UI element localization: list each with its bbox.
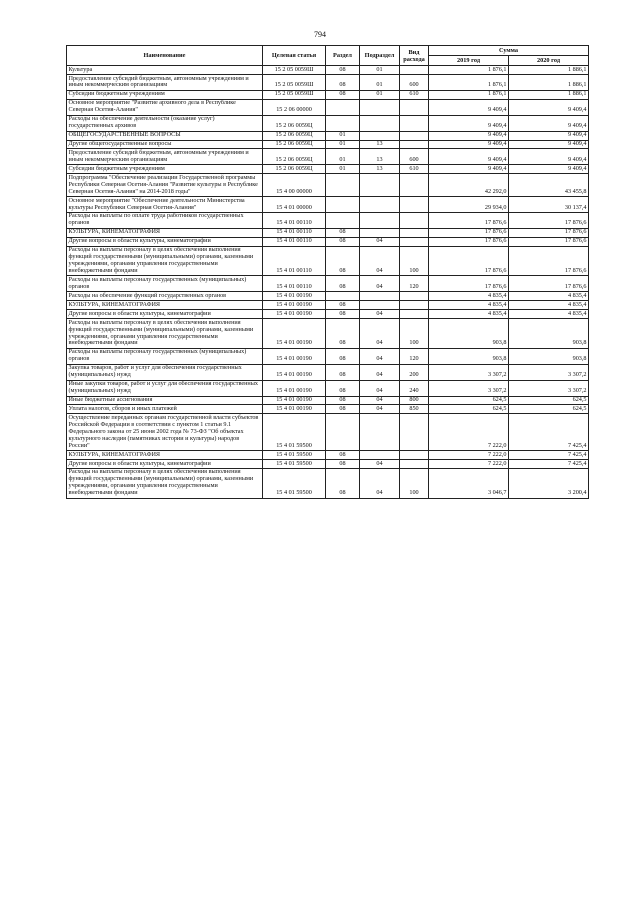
row-section: 08 bbox=[326, 396, 360, 405]
row-amount-2020: 9 409,4 bbox=[509, 131, 589, 140]
table-body bbox=[67, 66, 589, 499]
header-row bbox=[67, 46, 589, 56]
row-target-article: 15 4 00 00000 bbox=[263, 174, 326, 197]
row-subsection bbox=[360, 414, 400, 451]
row-section bbox=[326, 99, 360, 115]
row-target-article: 15 4 01 00190 bbox=[263, 319, 326, 349]
header-section: Раздел bbox=[326, 46, 360, 66]
row-expense-type bbox=[400, 301, 429, 310]
table-row bbox=[67, 319, 589, 349]
header-target-article: Целевая статья bbox=[263, 46, 326, 66]
row-target-article: 15 2 06 00000 bbox=[263, 99, 326, 115]
row-expense-type bbox=[400, 99, 429, 115]
row-subsection bbox=[360, 212, 400, 228]
row-expense-type bbox=[400, 66, 429, 75]
row-name: Расходы на выплаты по оплате труда работников государственных органов bbox=[67, 212, 263, 228]
budget-table bbox=[66, 45, 589, 499]
row-subsection: 04 bbox=[360, 396, 400, 405]
row-amount-2019: 4 835,4 bbox=[429, 292, 509, 301]
row-target-article: 15 4 01 00190 bbox=[263, 396, 326, 405]
row-section: 08 bbox=[326, 468, 360, 498]
row-amount-2019: 17 876,6 bbox=[429, 228, 509, 237]
row-expense-type: 100 bbox=[400, 319, 429, 349]
row-section: 08 bbox=[326, 246, 360, 276]
row-section bbox=[326, 174, 360, 197]
row-subsection bbox=[360, 228, 400, 237]
row-amount-2020: 17 876,6 bbox=[509, 237, 589, 246]
page-number: 794 bbox=[314, 30, 326, 39]
header-name: Наименование bbox=[67, 46, 263, 66]
row-amount-2020: 1 886,1 bbox=[509, 90, 589, 99]
table-row bbox=[67, 115, 589, 131]
row-amount-2019: 29 934,0 bbox=[429, 197, 509, 213]
row-amount-2020: 7 425,4 bbox=[509, 451, 589, 460]
header-year-2019: 2019 год bbox=[429, 56, 509, 66]
row-amount-2019: 17 876,6 bbox=[429, 212, 509, 228]
table-row bbox=[67, 348, 589, 364]
row-amount-2019: 1 876,1 bbox=[429, 90, 509, 99]
row-target-article: 15 4 01 00110 bbox=[263, 276, 326, 292]
row-subsection: 04 bbox=[360, 310, 400, 319]
row-section: 08 bbox=[326, 228, 360, 237]
row-name: Иные закупки товаров, работ и услуг для обеспечения государственных (муниципальных) нужд bbox=[67, 380, 263, 396]
row-subsection bbox=[360, 301, 400, 310]
table-row bbox=[67, 228, 589, 237]
row-expense-type: 600 bbox=[400, 149, 429, 165]
row-name: Другие вопросы в области культуры, кинематографии bbox=[67, 460, 263, 469]
row-expense-type: 610 bbox=[400, 165, 429, 174]
row-amount-2019: 903,8 bbox=[429, 319, 509, 349]
row-expense-type: 200 bbox=[400, 364, 429, 380]
row-name: Расходы на обеспечение функций государственных органов bbox=[67, 292, 263, 301]
row-target-article: 15 2 06 0059Ц bbox=[263, 131, 326, 140]
row-subsection: 04 bbox=[360, 319, 400, 349]
row-subsection: 04 bbox=[360, 405, 400, 414]
row-section bbox=[326, 212, 360, 228]
row-subsection: 04 bbox=[360, 364, 400, 380]
row-target-article: 15 4 01 00190 bbox=[263, 348, 326, 364]
row-section: 01 bbox=[326, 149, 360, 165]
row-amount-2020: 903,8 bbox=[509, 348, 589, 364]
row-subsection: 04 bbox=[360, 276, 400, 292]
row-target-article: 15 2 05 0059Ш bbox=[263, 90, 326, 99]
table-row bbox=[67, 165, 589, 174]
row-target-article: 15 2 05 0059Ш bbox=[263, 66, 326, 75]
row-amount-2019: 17 876,6 bbox=[429, 276, 509, 292]
row-target-article: 15 4 01 59500 bbox=[263, 460, 326, 469]
table-row bbox=[67, 396, 589, 405]
row-subsection: 04 bbox=[360, 380, 400, 396]
row-name: КУЛЬТУРА, КИНЕМАТОГРАФИЯ bbox=[67, 301, 263, 310]
row-expense-type: 100 bbox=[400, 468, 429, 498]
row-subsection: 01 bbox=[360, 90, 400, 99]
row-target-article: 15 4 01 59500 bbox=[263, 468, 326, 498]
row-amount-2019: 3 307,2 bbox=[429, 364, 509, 380]
row-amount-2019: 9 409,4 bbox=[429, 115, 509, 131]
row-name: Основное мероприятие "Обеспечение деятельности Министерства культуры Республики Северная Осетия-Алания" bbox=[67, 197, 263, 213]
row-amount-2020: 9 409,4 bbox=[509, 115, 589, 131]
row-expense-type: 100 bbox=[400, 246, 429, 276]
row-name: Другие вопросы в области культуры, кинематографии bbox=[67, 237, 263, 246]
row-amount-2020: 9 409,4 bbox=[509, 140, 589, 149]
row-target-article: 15 4 01 00110 bbox=[263, 237, 326, 246]
row-subsection: 13 bbox=[360, 165, 400, 174]
row-amount-2019: 9 409,4 bbox=[429, 140, 509, 149]
row-amount-2019: 42 292,0 bbox=[429, 174, 509, 197]
row-section: 01 bbox=[326, 165, 360, 174]
row-target-article: 15 4 01 00110 bbox=[263, 212, 326, 228]
row-name: Субсидии бюджетным учреждениям bbox=[67, 90, 263, 99]
row-target-article: 15 4 01 00190 bbox=[263, 292, 326, 301]
row-expense-type: 800 bbox=[400, 396, 429, 405]
row-amount-2020: 30 137,4 bbox=[509, 197, 589, 213]
row-target-article: 15 2 06 0059Ц bbox=[263, 115, 326, 131]
row-amount-2019: 17 876,6 bbox=[429, 246, 509, 276]
row-amount-2020: 4 835,4 bbox=[509, 301, 589, 310]
row-section: 08 bbox=[326, 90, 360, 99]
row-section bbox=[326, 115, 360, 131]
table-row bbox=[67, 292, 589, 301]
row-section: 08 bbox=[326, 364, 360, 380]
row-expense-type: 610 bbox=[400, 90, 429, 99]
row-amount-2020: 3 200,4 bbox=[509, 468, 589, 498]
row-amount-2019: 9 409,4 bbox=[429, 99, 509, 115]
row-amount-2020: 43 455,8 bbox=[509, 174, 589, 197]
row-name: КУЛЬТУРА, КИНЕМАТОГРАФИЯ bbox=[67, 228, 263, 237]
table-row bbox=[67, 310, 589, 319]
row-name: Другие вопросы в области культуры, кинематографии bbox=[67, 310, 263, 319]
row-amount-2020: 7 425,4 bbox=[509, 414, 589, 451]
table-row bbox=[67, 99, 589, 115]
row-expense-type bbox=[400, 228, 429, 237]
row-section: 08 bbox=[326, 66, 360, 75]
row-section: 08 bbox=[326, 460, 360, 469]
row-amount-2019: 4 835,4 bbox=[429, 310, 509, 319]
row-expense-type bbox=[400, 310, 429, 319]
row-subsection: 04 bbox=[360, 468, 400, 498]
table-row bbox=[67, 276, 589, 292]
row-expense-type: 850 bbox=[400, 405, 429, 414]
row-amount-2020: 17 876,6 bbox=[509, 246, 589, 276]
row-amount-2020: 17 876,6 bbox=[509, 276, 589, 292]
row-subsection bbox=[360, 99, 400, 115]
row-amount-2019: 1 876,1 bbox=[429, 75, 509, 91]
row-target-article: 15 4 01 00110 bbox=[263, 228, 326, 237]
row-target-article: 15 4 01 00190 bbox=[263, 364, 326, 380]
row-amount-2020: 9 409,4 bbox=[509, 99, 589, 115]
row-amount-2020: 4 835,4 bbox=[509, 310, 589, 319]
row-amount-2019: 624,5 bbox=[429, 396, 509, 405]
header-amount: Сумма bbox=[429, 46, 589, 56]
row-section: 08 bbox=[326, 319, 360, 349]
row-name: Расходы на выплаты персоналу в целях обеспечения выполнения функций государственными (муниципальными) органами, казенными учреждениями, органами управления государственными внебюджетными фондами bbox=[67, 468, 263, 498]
row-amount-2019: 7 222,0 bbox=[429, 414, 509, 451]
row-amount-2020: 624,5 bbox=[509, 405, 589, 414]
row-target-article: 15 4 01 00190 bbox=[263, 310, 326, 319]
row-name: Культура bbox=[67, 66, 263, 75]
row-expense-type bbox=[400, 197, 429, 213]
row-name: Закупка товаров, работ и услуг для обеспечения государственных (муниципальных) нужд bbox=[67, 364, 263, 380]
row-target-article: 15 4 01 00190 bbox=[263, 405, 326, 414]
row-name: КУЛЬТУРА, КИНЕМАТОГРАФИЯ bbox=[67, 451, 263, 460]
header-year-2020: 2020 год bbox=[509, 56, 589, 66]
row-amount-2020: 9 409,4 bbox=[509, 165, 589, 174]
row-subsection: 04 bbox=[360, 237, 400, 246]
row-subsection bbox=[360, 174, 400, 197]
row-target-article: 15 4 01 00190 bbox=[263, 301, 326, 310]
row-amount-2019: 9 409,4 bbox=[429, 165, 509, 174]
row-target-article: 15 2 06 0059Ц bbox=[263, 140, 326, 149]
row-target-article: 15 4 01 59500 bbox=[263, 414, 326, 451]
row-name: Другие общегосударственные вопросы bbox=[67, 140, 263, 149]
row-amount-2020: 903,8 bbox=[509, 319, 589, 349]
row-amount-2019: 9 409,4 bbox=[429, 131, 509, 140]
table-row bbox=[67, 90, 589, 99]
row-amount-2020: 4 835,4 bbox=[509, 292, 589, 301]
row-expense-type bbox=[400, 414, 429, 451]
row-subsection: 04 bbox=[360, 348, 400, 364]
row-name: Иные бюджетные ассигнования bbox=[67, 396, 263, 405]
row-amount-2019: 17 876,6 bbox=[429, 237, 509, 246]
table-row bbox=[67, 460, 589, 469]
row-expense-type: 120 bbox=[400, 276, 429, 292]
row-section: 01 bbox=[326, 131, 360, 140]
row-name: Расходы на выплаты персоналу государственных (муниципальных) органов bbox=[67, 276, 263, 292]
table-row bbox=[67, 468, 589, 498]
row-expense-type bbox=[400, 140, 429, 149]
row-subsection bbox=[360, 451, 400, 460]
row-expense-type bbox=[400, 451, 429, 460]
row-section: 08 bbox=[326, 380, 360, 396]
row-section: 08 bbox=[326, 405, 360, 414]
row-amount-2020: 1 886,1 bbox=[509, 75, 589, 91]
table-row bbox=[67, 140, 589, 149]
row-name: Осуществление переданных органам государственной власти субъектов Российской Федерации в соответствии с пунктом 1 статьи 9.1 Федерального закона от 25 июня 2002 года № 73-ФЗ "Об объектах культурного наследия (памятниках истории и культуры) народов России" bbox=[67, 414, 263, 451]
row-section: 08 bbox=[326, 301, 360, 310]
table-row bbox=[67, 364, 589, 380]
row-amount-2019: 3 046,7 bbox=[429, 468, 509, 498]
row-amount-2019: 7 222,0 bbox=[429, 451, 509, 460]
row-name: Предоставление субсидий бюджетным, автономным учреждениям и иным некоммерческим организациям bbox=[67, 75, 263, 91]
row-amount-2019: 9 409,4 bbox=[429, 149, 509, 165]
row-section: 08 bbox=[326, 310, 360, 319]
row-section: 01 bbox=[326, 140, 360, 149]
row-section: 08 bbox=[326, 237, 360, 246]
row-subsection: 04 bbox=[360, 246, 400, 276]
row-amount-2019: 4 835,4 bbox=[429, 301, 509, 310]
row-section bbox=[326, 292, 360, 301]
row-amount-2020: 3 307,2 bbox=[509, 364, 589, 380]
table-row bbox=[67, 405, 589, 414]
row-name: Субсидии бюджетным учреждениям bbox=[67, 165, 263, 174]
row-amount-2019: 1 876,1 bbox=[429, 66, 509, 75]
row-subsection bbox=[360, 197, 400, 213]
row-expense-type bbox=[400, 237, 429, 246]
row-expense-type bbox=[400, 131, 429, 140]
table-row bbox=[67, 301, 589, 310]
row-expense-type bbox=[400, 212, 429, 228]
table-row bbox=[67, 237, 589, 246]
table-row bbox=[67, 246, 589, 276]
row-amount-2020: 1 886,1 bbox=[509, 66, 589, 75]
row-amount-2020: 9 409,4 bbox=[509, 149, 589, 165]
row-target-article: 15 4 01 00190 bbox=[263, 380, 326, 396]
row-section bbox=[326, 197, 360, 213]
row-name: Расходы на выплаты персоналу в целях обеспечения выполнения функций государственными (муниципальными) органами, казенными учреждениями, органами управления государственными внебюджетными фондами bbox=[67, 319, 263, 349]
row-expense-type: 120 bbox=[400, 348, 429, 364]
row-target-article: 15 2 05 0059Ш bbox=[263, 75, 326, 91]
row-name: Расходы на обеспечение деятельности (оказание услуг) государственных архивов bbox=[67, 115, 263, 131]
row-target-article: 15 4 01 00110 bbox=[263, 246, 326, 276]
row-expense-type: 240 bbox=[400, 380, 429, 396]
table-row bbox=[67, 75, 589, 91]
row-section: 08 bbox=[326, 348, 360, 364]
table-row bbox=[67, 131, 589, 140]
table-row bbox=[67, 212, 589, 228]
row-amount-2019: 3 307,2 bbox=[429, 380, 509, 396]
row-subsection bbox=[360, 292, 400, 301]
row-name: ОБЩЕГОСУДАРСТВЕННЫЕ ВОПРОСЫ bbox=[67, 131, 263, 140]
row-name: Расходы на выплаты персоналу в целях обеспечения выполнения функций государственными (муниципальными) органами, казенными учреждениями, органами управления государственными внебюджетными фондами bbox=[67, 246, 263, 276]
row-section bbox=[326, 414, 360, 451]
row-expense-type bbox=[400, 174, 429, 197]
table-row bbox=[67, 149, 589, 165]
row-amount-2019: 624,5 bbox=[429, 405, 509, 414]
row-amount-2020: 17 876,6 bbox=[509, 212, 589, 228]
row-amount-2019: 7 222,0 bbox=[429, 460, 509, 469]
table-row bbox=[67, 380, 589, 396]
row-section: 08 bbox=[326, 451, 360, 460]
row-subsection: 13 bbox=[360, 140, 400, 149]
row-amount-2020: 7 425,4 bbox=[509, 460, 589, 469]
row-amount-2019: 903,8 bbox=[429, 348, 509, 364]
row-expense-type bbox=[400, 292, 429, 301]
row-name: Основное мероприятие "Развитие архивного дела в Республике Северная Осетия-Алания" bbox=[67, 99, 263, 115]
row-amount-2020: 17 876,6 bbox=[509, 228, 589, 237]
row-name: Расходы на выплаты персоналу государственных (муниципальных) органов bbox=[67, 348, 263, 364]
row-section: 08 bbox=[326, 276, 360, 292]
row-target-article: 15 4 01 00000 bbox=[263, 197, 326, 213]
row-subsection: 13 bbox=[360, 149, 400, 165]
row-name: Подпрограмма "Обеспечение реализации Государственной программы Республики Северная Осетия-Алания "Развитие культуры в Республике Северная Осетия-Алания" на 2014-2018 годы" bbox=[67, 174, 263, 197]
row-name: Предоставление субсидий бюджетным, автономным учреждениям и иным некоммерческим организациям bbox=[67, 149, 263, 165]
row-subsection: 04 bbox=[360, 460, 400, 469]
row-subsection bbox=[360, 131, 400, 140]
row-name: Уплата налогов, сборов и иных платежей bbox=[67, 405, 263, 414]
table-row bbox=[67, 451, 589, 460]
row-target-article: 15 2 06 0059Ц bbox=[263, 149, 326, 165]
header-expense-type: Вид расхода bbox=[400, 46, 429, 66]
row-amount-2020: 624,5 bbox=[509, 396, 589, 405]
row-subsection: 01 bbox=[360, 66, 400, 75]
row-expense-type bbox=[400, 115, 429, 131]
row-amount-2020: 3 307,2 bbox=[509, 380, 589, 396]
table-row bbox=[67, 66, 589, 75]
row-section: 08 bbox=[326, 75, 360, 91]
row-subsection bbox=[360, 115, 400, 131]
row-target-article: 15 2 06 0059Ц bbox=[263, 165, 326, 174]
header-subsection: Подраздел bbox=[360, 46, 400, 66]
row-subsection: 01 bbox=[360, 75, 400, 91]
table-row bbox=[67, 414, 589, 451]
table-row bbox=[67, 174, 589, 197]
row-target-article: 15 4 01 59500 bbox=[263, 451, 326, 460]
row-expense-type bbox=[400, 460, 429, 469]
table-row bbox=[67, 197, 589, 213]
row-expense-type: 600 bbox=[400, 75, 429, 91]
